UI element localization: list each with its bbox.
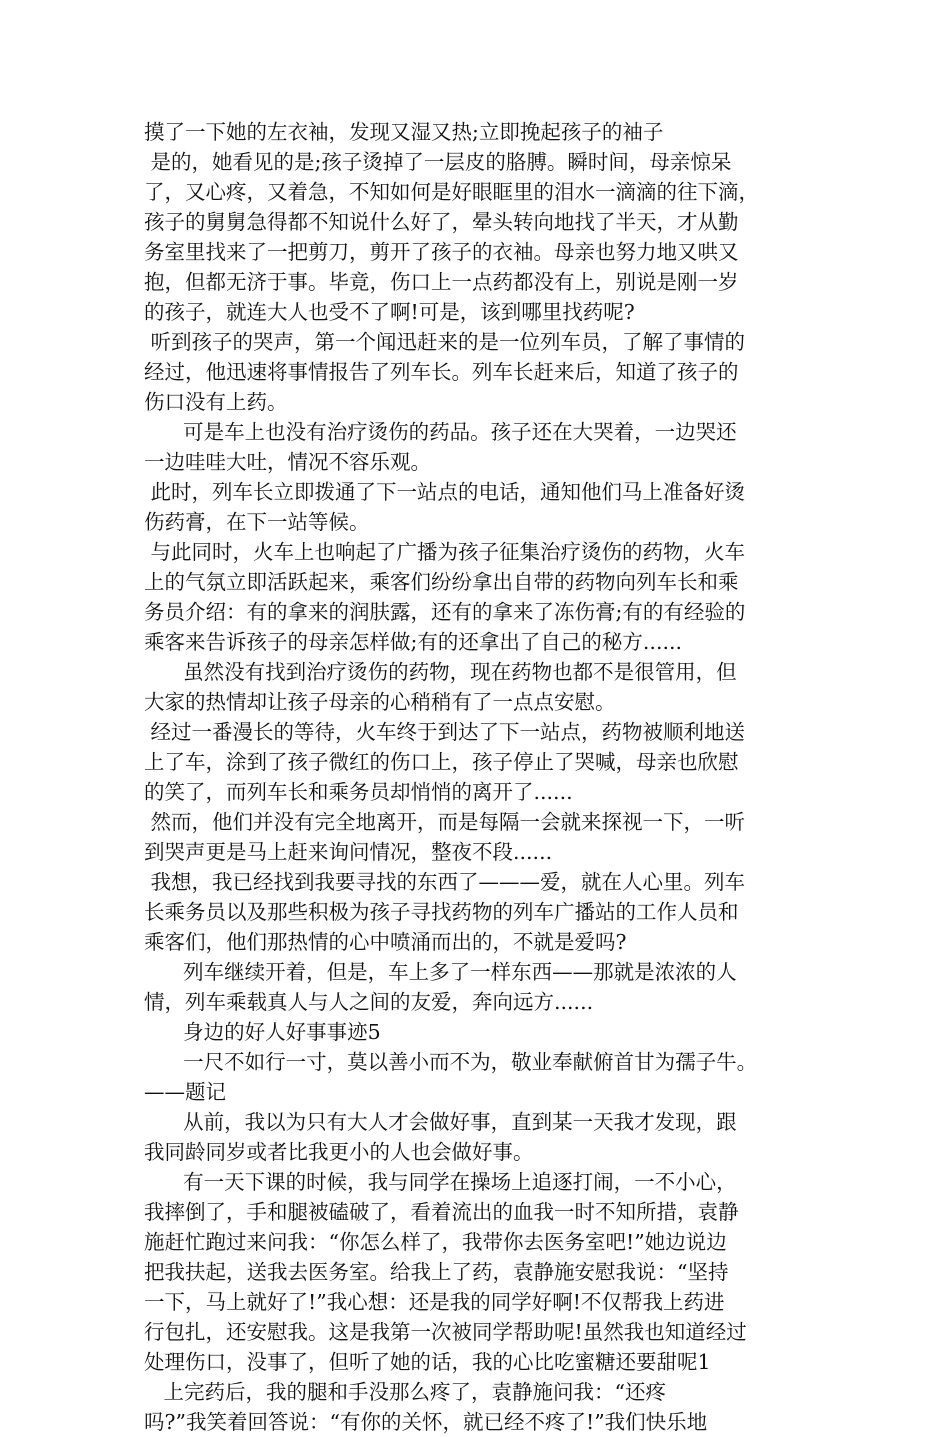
- text-line: 长乘务员以及那些积极为孩子寻找药物的列车广播站的工作人员和: [144, 900, 739, 924]
- text-line: 施赶忙跑过来问我：“你怎么样了，我带你去医务室吧!”她边说边: [144, 1230, 727, 1254]
- text-line: 了，又心疼，又着急，不知如何是好眼眶里的泪水一滴滴的往下滴，: [144, 180, 759, 204]
- text-line: ——题记: [144, 1080, 226, 1104]
- text-line: 吗?”我笑着回答说：“有你的关怀，就已经不疼了!”我们快乐地: [144, 1410, 708, 1434]
- text-line: 抱，但都无济于事。毕竟，伤口上一点药都没有上，别说是刚一岁: [144, 270, 739, 294]
- text-line: 伤药膏，在下一站等候。: [144, 510, 370, 534]
- text-line: 从前，我以为只有大人才会做好事，直到某一天我才发现，跟: [144, 1110, 737, 1134]
- text-line: 一尺不如行一寸，莫以善小而不为，敬业奉献俯首甘为孺子牛。: [144, 1050, 758, 1074]
- text-line: 经过一番漫长的等待，火车终于到达了下一站点，药物被顺利地送: [144, 720, 746, 744]
- text-line: 可是车上也没有治疗烫伤的药品。孩子还在大哭着，一边哭还: [144, 420, 737, 444]
- text-line: 经过，他迅速将事情报告了列车长。列车长赶来后，知道了孩子的: [144, 360, 739, 384]
- text-line: 与此同时，火车上也响起了广播为孩子征集治疗烫伤的药物，火车: [144, 540, 746, 564]
- text-line: 处理伤口，没事了，但听了她的话，我的心比吃蜜糖还要甜呢1: [144, 1350, 711, 1374]
- text-line: 务室里找来了一把剪刀，剪开了孩子的衣袖。母亲也努力地又哄又: [144, 240, 739, 264]
- text-line: 虽然没有找到治疗烫伤的药物，现在药物也都不是很管用，但: [144, 660, 737, 684]
- text-line: 我想，我已经找到我要寻找的东西了———爱，就在人心里。列车: [144, 870, 746, 894]
- text-line: 摸了一下她的左衣袖，发现又湿又热;立即挽起孩子的袖子: [144, 120, 664, 144]
- text-line: 情，列车乘载真人与人之间的友爱，奔向远方......: [144, 990, 594, 1014]
- text-line: 到哭声更是马上赶来询问情况，整夜不段......: [144, 840, 553, 864]
- text-line: 务员介绍：有的拿来的润肤露，还有的拿来了冻伤膏;有的有经验的: [144, 600, 746, 624]
- text-line: 上了车，涂到了孩子微红的伤口上，孩子停止了哭喊，母亲也欣慰: [144, 750, 739, 774]
- document-body: [144, 117, 834, 1437]
- text-line: 此时，列车长立即拨通了下一站点的电话，通知他们马上准备好烫: [144, 480, 746, 504]
- text-line: 把我扶起，送我去医务室。给我上了药，袁静施安慰我说：“坚持: [144, 1260, 729, 1284]
- text-line: 然而，他们并没有完全地离开，而是每隔一会就来探视一下，一听: [144, 810, 746, 834]
- text-line: 上的气氛立即活跃起来，乘客们纷纷拿出自带的药物向列车长和乘: [144, 570, 739, 594]
- text-line: 有一天下课的时候，我与同学在操场上追逐打闹，一不小心，: [144, 1170, 737, 1194]
- text-line: 身边的好人好事事迹5: [144, 1020, 381, 1044]
- text-line: 列车继续开着，但是，车上多了一样东西——那就是浓浓的人: [144, 960, 737, 984]
- text-line: 上完药后，我的腿和手没那么疼了，袁静施问我：“还疼: [144, 1380, 667, 1404]
- text-line: 行包扎，还安慰我。这是我第一次被同学帮助呢!虽然我也知道经过: [144, 1320, 747, 1344]
- text-line: 乘客来告诉孩子的母亲怎样做;有的还拿出了自己的秘方......: [144, 630, 683, 654]
- text-line: 听到孩子的哭声，第一个闻迅赶来的是一位列车员，了解了事情的: [144, 330, 746, 354]
- text-line: 我摔倒了，手和腿被磕破了，看着流出的血我一时不知所措，袁静: [144, 1200, 739, 1224]
- text-line: 的笑了，而列车长和乘务员却悄悄的离开了......: [144, 780, 573, 804]
- text-line: 的孩子，就连大人也受不了啊!可是，该到哪里找药呢?: [144, 300, 635, 324]
- text-line: 伤口没有上药。: [144, 390, 288, 414]
- text-line: 我同龄同岁或者比我更小的人也会做好事。: [144, 1140, 534, 1164]
- text-line: 是的，她看见的是;孩子烫掉了一层皮的胳膊。瞬时间，母亲惊呆: [144, 150, 732, 174]
- text-line: 一下，马上就好了!”我心想：还是我的同学好啊!不仅帮我上药进: [144, 1290, 725, 1314]
- text-line: 一边哇哇大吐，情况不容乐观。: [144, 450, 431, 474]
- text-line: 大家的热情却让孩子母亲的心稍稍有了一点点安慰。: [144, 690, 616, 714]
- text-line: 孩子的舅舅急得都不知说什么好了，晕头转向地找了半天，才从勤: [144, 210, 739, 234]
- text-line: 乘客们，他们那热情的心中喷涌而出的，不就是爱吗?: [144, 930, 627, 954]
